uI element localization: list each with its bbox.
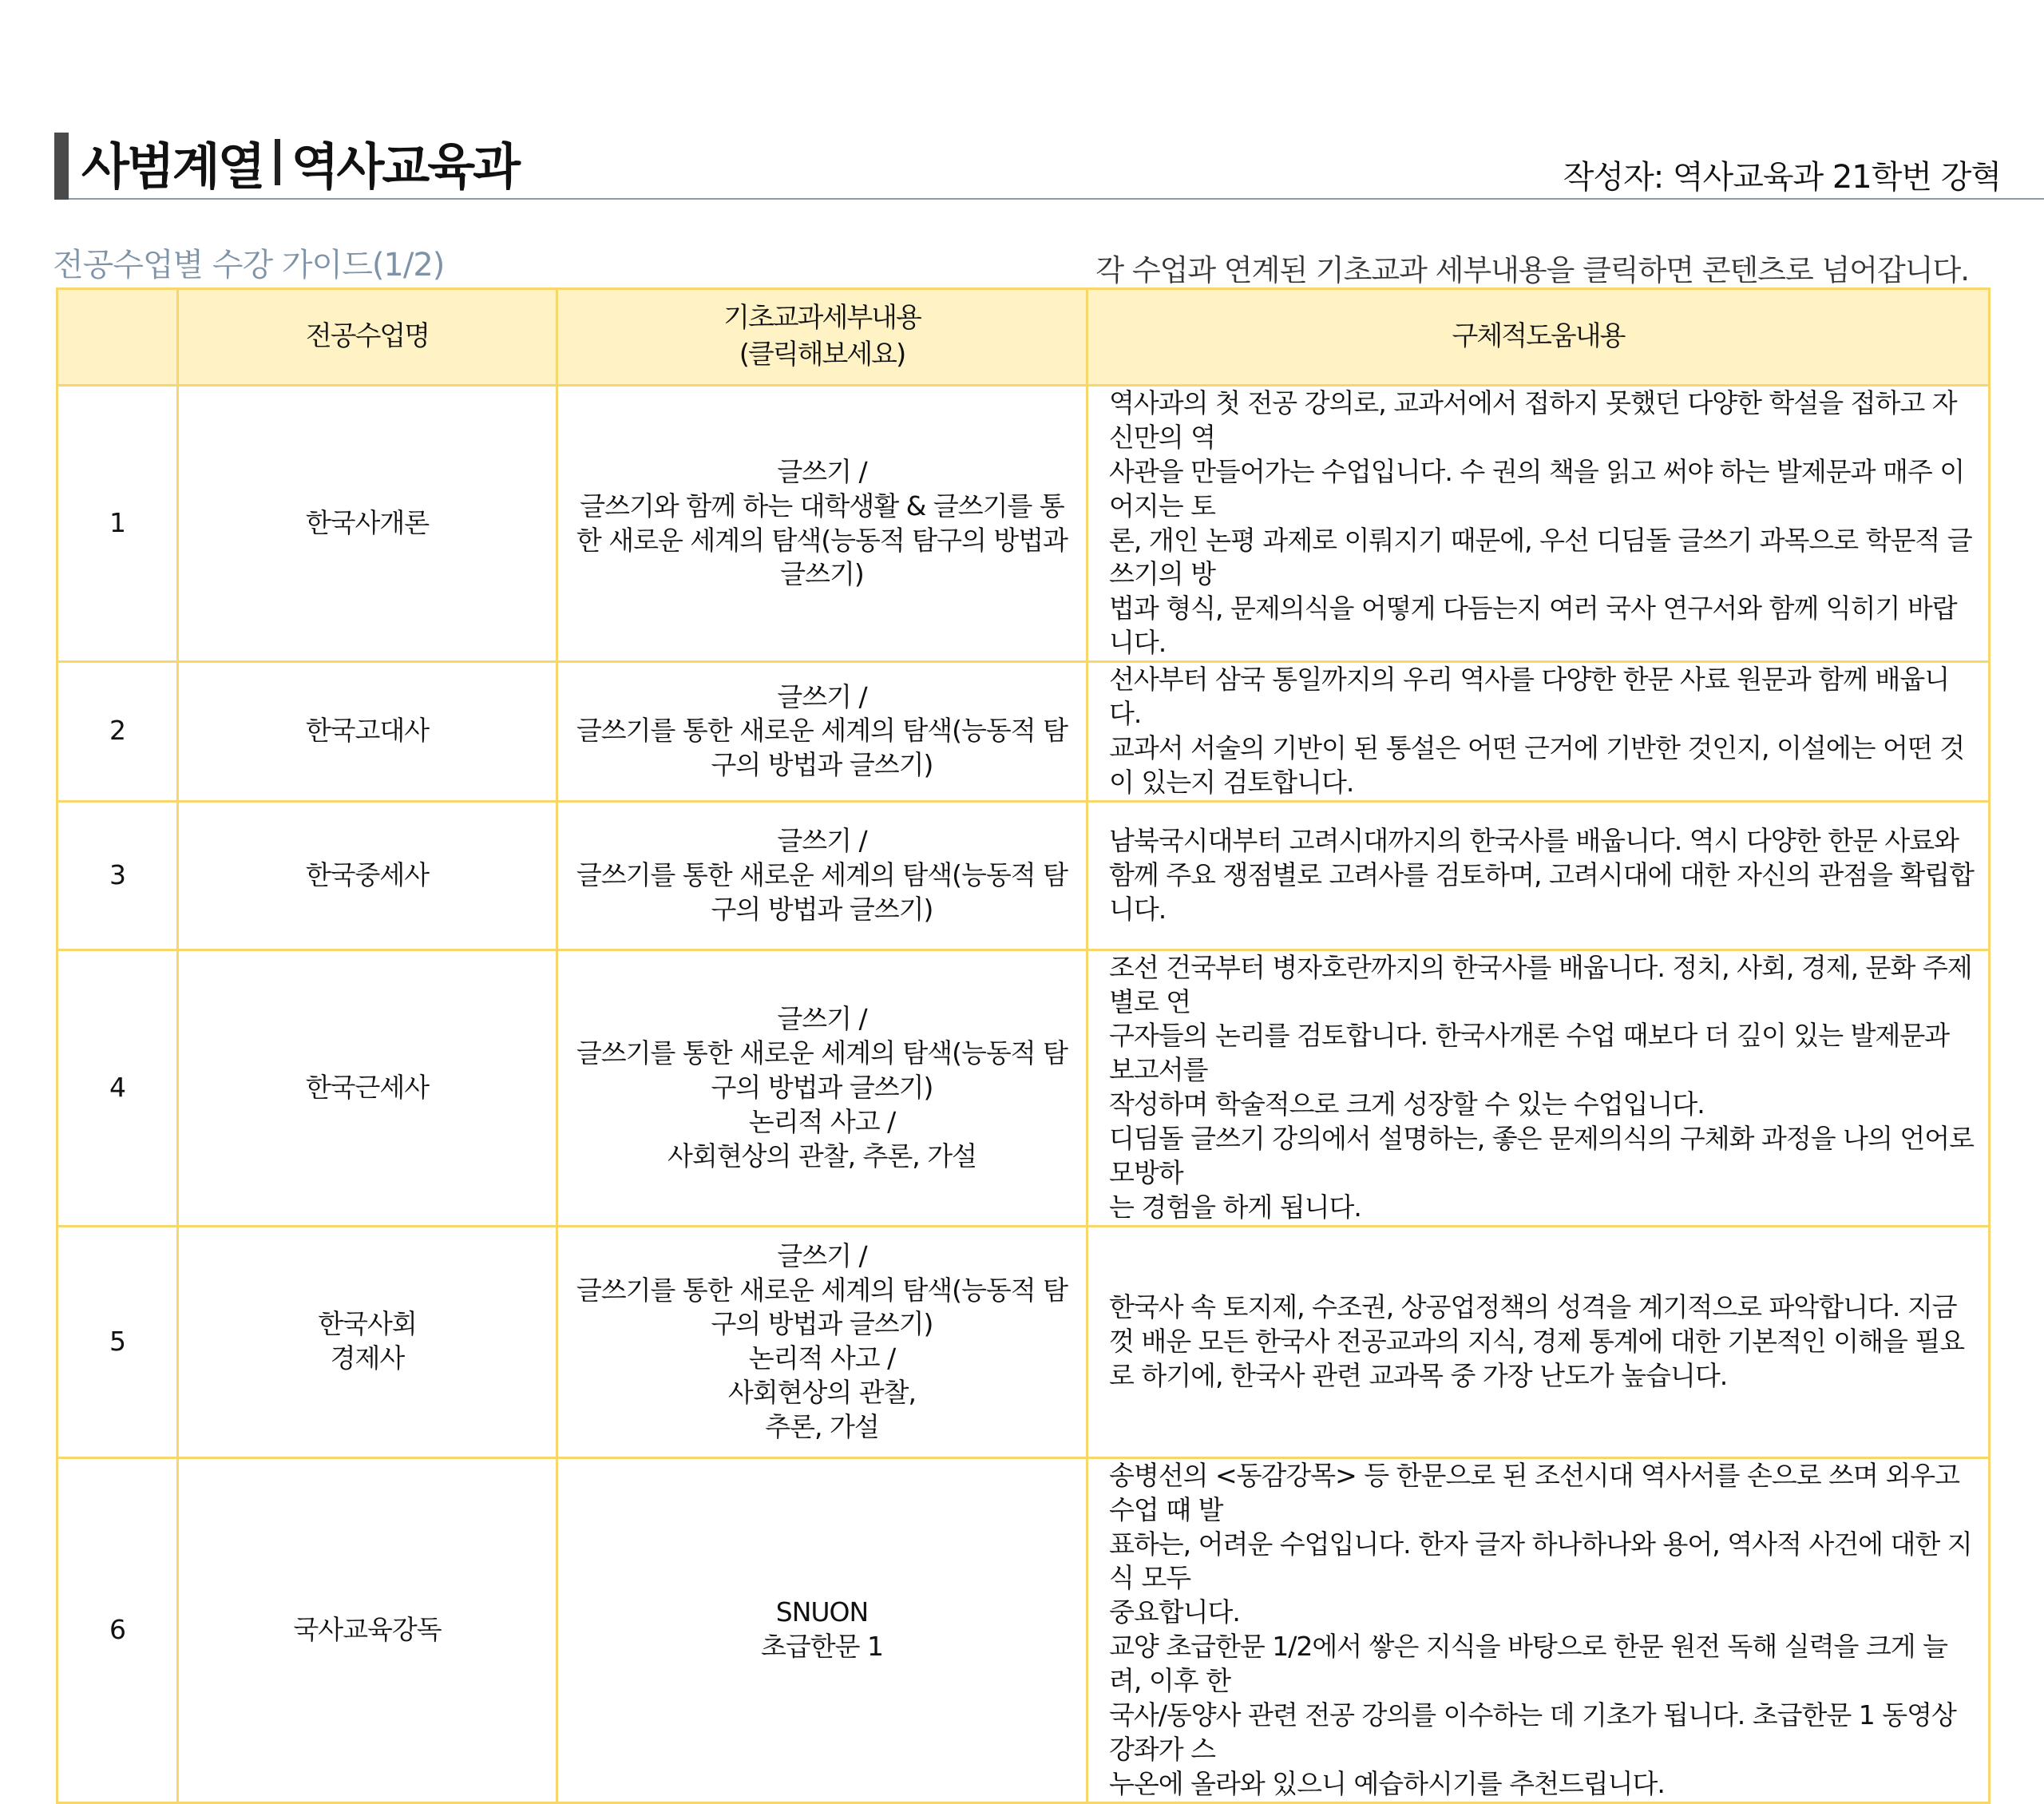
help-description-line: 남북국시대부터 고려시대까지의 한국사를 배웁니다. 역시 다양한 한문 사료와 [1109,824,1959,856]
guide-subtitle: 전공수업별 수강 가이드(1/2) [53,247,445,283]
course-name [178,801,557,950]
header-number [57,289,178,386]
basic-course-line: 논리적 사고 / [748,1342,896,1374]
table-row [57,801,1990,950]
row-number: 1 [57,386,178,662]
help-description-line: 선사부터 삼국 통일까지의 우리 역사를 다양한 한문 사료 원문과 함께 배웁니다. [1109,664,1950,730]
basic-course-line: 글쓰기 / [777,455,867,487]
row-number: 3 [57,801,178,950]
help-description-line: 교양 초급한문 1/2에서 쌓은 지식을 바탕으로 한문 원전 독해 실력을 크게 늘려, 이후 한 [1109,1631,1947,1697]
header-basic-line2: (클릭해보세요) [739,339,905,371]
basic-course-link[interactable] [557,1226,1087,1457]
help-description-line: 로 하기에, 한국사 관련 교과목 중 가장 난도가 높습니다. [1109,1359,1728,1391]
basic-course-link[interactable] [557,1457,1087,1802]
course-name [178,662,557,802]
basic-course-line: 글쓰기를 통한 새로운 세계의 탐색(능동적 탐 [576,858,1068,890]
course-name [178,950,557,1226]
table-row [57,386,1990,662]
basic-course-line: 사회현상의 관찰, [727,1377,917,1409]
help-description-line: 사관을 만들어가는 수업입니다. 수 권의 책을 읽고 써야 하는 발제문과 매주 이어지는 토 [1109,455,1965,521]
row-number: 5 [57,1226,178,1457]
basic-course-line: 글쓰기 / [777,680,867,712]
basic-course-line: 논리적 사고 / [748,1105,896,1137]
table-header-row [57,289,1990,386]
page-title [81,129,518,195]
basic-course-line: 한 새로운 세계의 탐색(능동적 탐구의 방법과 [576,524,1068,556]
basic-course-link[interactable] [557,801,1087,950]
course-name-line: 국사교육강독 [293,1613,442,1645]
title-category: 사범계열 [81,137,263,196]
help-description-line: 구자들의 논리를 검토합니다. 한국사개론 수업 때보다 더 깊이 있는 발제문과 보고서를 [1109,1020,1950,1086]
help-description-line: 국사/동양사 관련 전공 강의를 이수하는 데 기초가 됩니다. 초급한문 1 동영상 강좌가 스 [1109,1699,1956,1765]
basic-course-line: 구의 방법과 글쓰기) [711,893,933,925]
header-basic-line1: 기초교과세부내용 [723,302,921,335]
help-description-line: 누온에 올라와 있으니 예습하시기를 추천드립니다. [1109,1767,1665,1799]
help-description-line: 작성하며 학술적으로 크게 성장할 수 있는 수업입니다. [1109,1088,1705,1120]
basic-course-line: 구의 방법과 글쓰기) [711,749,933,781]
basic-course-line: 사회현상의 관찰, 추론, 가설 [667,1140,977,1172]
basic-course-line: 추론, 가설 [765,1411,879,1443]
header-detail: 구체적도움내용 [1087,289,1990,386]
help-description-line: 는 경험을 하게 됩니다. [1109,1191,1361,1223]
table-row [57,662,1990,802]
help-description-line: 교과서 서술의 기반이 된 통설은 어떤 근거에 기반한 것인지, 이설에는 어떤 것 [1109,732,1965,763]
basic-course-line: 초급한문 1 [761,1631,883,1663]
basic-course-link[interactable] [557,386,1087,662]
help-description [1087,1226,1990,1457]
basic-course-line: 글쓰기 / [777,1239,867,1271]
basic-course-line: 글쓰기를 통한 새로운 세계의 탐색(능동적 탐 [576,1274,1068,1306]
table-row [57,1457,1990,1802]
table-row [57,1226,1990,1457]
help-description-line: 니다. [1109,893,1167,925]
course-name-line: 한국고대사 [305,715,430,747]
author-label: 작성자: 역사교육과 21학번 강혁 [1563,159,2001,196]
basic-course-line: 글쓰기) [780,558,864,590]
title-department: 역사교육과 [291,137,519,196]
help-description-line: 이 있는지 검토합니다. [1109,766,1354,798]
basic-course-line: 글쓰기와 함께 하는 대학생활 & 글쓰기를 통 [580,490,1064,521]
header-course: 전공수업명 [178,289,557,386]
basic-course-link[interactable] [557,662,1087,802]
row-number: 4 [57,950,178,1226]
row-number: 6 [57,1457,178,1802]
help-description [1087,386,1990,662]
course-name [178,1226,557,1457]
course-name [178,386,557,662]
help-description [1087,801,1990,950]
course-name-line: 경제사 [330,1342,405,1374]
help-description [1087,950,1990,1226]
help-description-line: 중요합니다. [1109,1596,1240,1628]
help-description-line: 표하는, 어려운 수업입니다. 한자 글자 하나하나와 용어, 역사적 사건에 대한 지식 모두 [1109,1528,1972,1594]
help-description-line: 함께 주요 쟁점별로 고려사를 검토하며, 고려시대에 대한 자신의 관점을 확립합 [1109,858,1974,890]
title-separator [275,139,280,185]
course-name-line: 한국사개론 [305,507,430,539]
help-description-line: 역사과의 첫 전공 강의로, 교과서에서 접하지 못했던 다양한 학설을 접하고 자신만의 역 [1109,387,1957,453]
basic-course-line: 글쓰기 / [777,1003,867,1035]
table-row [57,950,1990,1226]
course-name-line: 한국사회 [318,1308,417,1340]
basic-course-line: 글쓰기 / [777,824,867,856]
course-name [178,1457,557,1802]
help-description-line: 송병선의 <동감강목> 등 한문으로 된 조선시대 역사서를 손으로 쓰며 외우고 수업 떄 발 [1109,1459,1960,1525]
header-basic-content [557,289,1087,386]
help-description-line: 디딤돌 글쓰기 강의에서 설명하는, 좋은 문제의식의 구체화 과정을 나의 언어로 모방하 [1109,1123,1974,1189]
click-notice: 각 수업과 연계된 기초교과 세부내용을 클릭하면 콘텐츠로 넘어갑니다. [1095,253,1969,287]
help-description-line: 한국사 속 토지제, 수조권, 상공업정책의 성격을 계기적으로 파악합니다. 지금 [1109,1291,1957,1322]
course-name-line: 한국중세사 [305,858,430,890]
help-description [1087,1457,1990,1802]
basic-course-line: 글쓰기를 통한 새로운 세계의 탐색(능동적 탐 [576,715,1068,747]
help-description-line: 법과 형식, 문제의식을 어떻게 다듬는지 여러 국사 연구서와 함께 익히기 바랍니다. [1109,593,1957,659]
page-header [54,129,2044,200]
help-description [1087,662,1990,802]
help-description-line: 론, 개인 논평 과제로 이뤄지기 때문에, 우선 디딤돌 글쓰기 과목으로 학문적 글쓰기의 방 [1109,524,1972,590]
basic-course-line: 글쓰기를 통한 새로운 세계의 탐색(능동적 탐 [576,1037,1068,1069]
course-guide-table [56,287,1991,1804]
title-accent-bar [54,133,69,200]
row-number: 2 [57,662,178,802]
basic-course-line: 구의 방법과 글쓰기) [711,1071,933,1103]
help-description-line: 껏 배운 모든 한국사 전공교과의 지식, 경제 통계에 대한 기본적인 이해을 필요 [1109,1325,1965,1357]
basic-course-line: 구의 방법과 글쓰기) [711,1308,933,1340]
help-description-line: 조선 건국부터 병자호란까지의 한국사를 배웁니다. 정치, 사회, 경제, 문화 주제별로 연 [1109,951,1972,1017]
basic-course-line: SNUON [775,1596,869,1628]
course-name-line: 한국근세사 [305,1071,430,1103]
basic-course-link[interactable] [557,950,1087,1226]
